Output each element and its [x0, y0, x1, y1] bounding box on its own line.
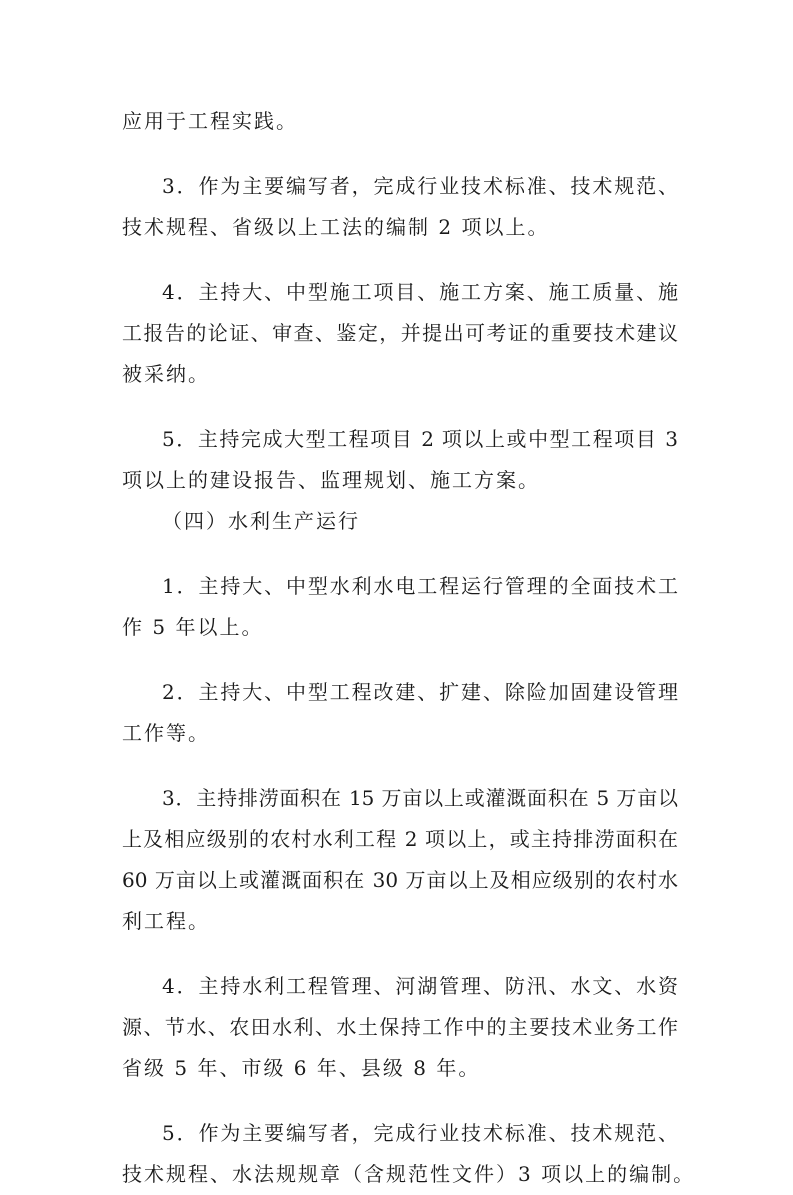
section-heading: （四）水利生产运行	[162, 509, 360, 533]
paragraph-line: 技术规程、水法规规章（含规范性文件）3 项以上的编制。	[122, 1162, 696, 1186]
paragraph-line: 源、节水、农田水利、水土保持工作中的主要技术业务工作	[122, 1015, 678, 1039]
list-item	[122, 166, 678, 248]
paragraph-line: 被采纳。	[122, 362, 210, 386]
list-item	[122, 1113, 696, 1195]
paragraph-line: 5．作为主要编写者，完成行业技术标准、技术规范、	[162, 1121, 678, 1145]
list-item	[122, 778, 678, 942]
list-item	[122, 966, 678, 1089]
list-item	[122, 419, 678, 501]
paragraph-line: 工作等。	[122, 721, 210, 745]
paragraph-line: 项以上的建设报告、监理规划、施工方案。	[122, 468, 540, 492]
paragraph-line: 60 万亩以上或灌溉面积在 30 万亩以上及相应级别的农村水	[122, 868, 678, 892]
paragraph-continuation: 应用于工程实践。	[122, 109, 298, 133]
paragraph-line: 5．主持完成大型工程项目 2 项以上或中型工程项目 3	[162, 427, 678, 451]
paragraph-line: 上及相应级别的农村水利工程 2 项以上，或主持排涝面积在	[122, 827, 678, 851]
paragraph-line: 4．主持大、中型施工项目、施工方案、施工质量、施	[162, 280, 678, 304]
paragraph-line: 工报告的论证、审查、鉴定，并提出可考证的重要技术建议	[122, 321, 678, 345]
paragraph-line: 1．主持大、中型水利水电工程运行管理的全面技术工	[162, 574, 678, 598]
paragraph-line: 3．主持排涝面积在 15 万亩以上或灌溉面积在 5 万亩以	[162, 786, 678, 810]
list-item	[122, 566, 678, 648]
list-item	[122, 272, 678, 395]
paragraph-line: 技术规程、省级以上工法的编制 2 项以上。	[122, 215, 550, 239]
paragraph-line: 利工程。	[122, 909, 210, 933]
document-body	[122, 101, 696, 1195]
paragraph-line: 省级 5 年、市级 6 年、县级 8 年。	[122, 1056, 481, 1080]
paragraph-line: 3．作为主要编写者，完成行业技术标准、技术规范、	[162, 174, 678, 198]
list-item	[122, 672, 678, 754]
paragraph-line: 作 5 年以上。	[122, 615, 264, 639]
paragraph-line: 2．主持大、中型工程改建、扩建、除险加固建设管理	[162, 680, 678, 704]
paragraph-line: 4．主持水利工程管理、河湖管理、防汛、水文、水资	[162, 974, 678, 998]
